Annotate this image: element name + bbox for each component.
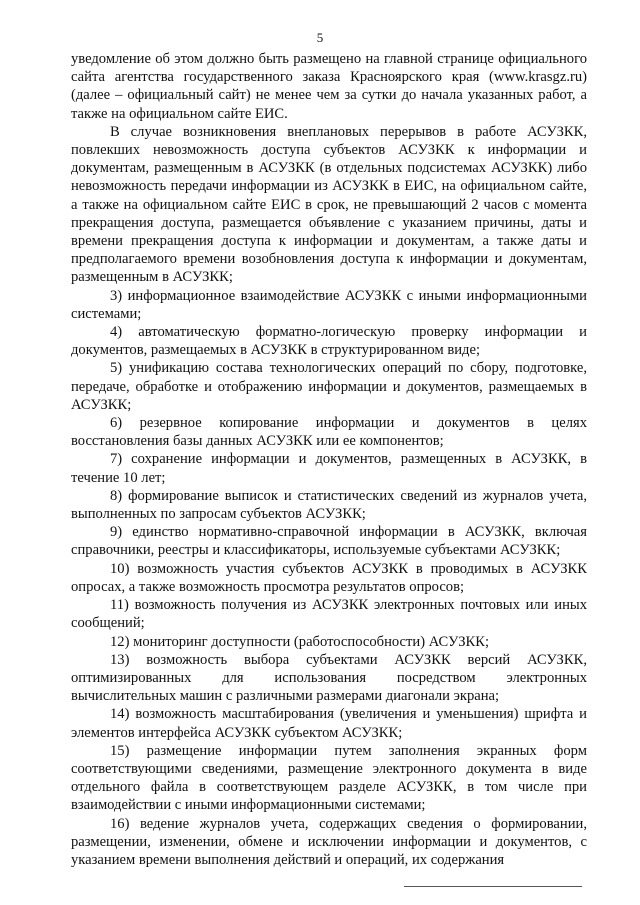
list-item-14: 14) возможность масштабирования (увеличения и уменьшения) шрифта и элементов интерфейса АСУЗКК субъектом АСУЗКК;	[71, 706, 587, 741]
list-item-7: 7) сохранение информации и документов, размещенных в АСУЗКК, в течение 10 лет;	[71, 451, 587, 486]
list-item-16: 16) ведение журналов учета, содержащих сведения о формировании, размещении, изменении, обмене и исключении информации и документов, с указанием времени выполнения действий и операций, их содержания	[71, 815, 587, 868]
paragraph-continuation: уведомление об этом должно быть размещено на главной странице официального сайта агентства государственного заказа Красноярского края (www.krasgz.ru) (далее – официальный сайт) не менее чем за сутки до начала указанных работ, а также на официальном сайте ЕИС.	[71, 51, 587, 122]
paragraph-outage: В случае возникновения внеплановых перерывов в работе АСУЗКК, повлекших невозможность доступа субъектов АСУЗКК к информации и документам, размещенным в АСУЗКК (в отдельных подсистемах АСУЗКК) либо невозможность передачи информации из АСУЗКК в ЕИС, на официальном сайте, а также на официальном сайте ЕИС в срок, не превышающий 2 часов с момента прекращения доступа, размещается объявление с указанием причины, даты и времени прекращения доступа к информации и документам, а также даты и предполагаемого времени возобновления доступа к информации и документам, размещенным в АСУЗКК;	[71, 123, 587, 286]
list-item-3: 3) информационное взаимодействие АСУЗКК с иными информационными системами;	[71, 287, 587, 322]
list-item-9: 9) единство нормативно-справочной информации в АСУЗКК, включая справочники, реестры и классификаторы, используемые субъектами АСУЗКК;	[71, 524, 587, 559]
list-item-10: 10) возможность участия субъектов АСУЗКК в проводимых в АСУЗКК опросах, а также возможность просмотра результатов опросов;	[71, 560, 587, 595]
footer-divider	[404, 886, 582, 887]
list-item-12: 12) мониторинг доступности (работоспособности) АСУЗКК;	[110, 633, 490, 650]
page-number: 5	[316, 30, 324, 45]
list-item-5: 5) унификацию состава технологических операций по сбору, подготовке, передаче, обработке и отображению информации и документов, размещаемых в АСУЗКК;	[71, 360, 587, 413]
list-item-15: 15) размещение информации путем заполнения экранных форм соответствующими сведениями, размещение электронного документа в виде отдельного файла в соответствующем разделе АСУЗКК, в том числе при взаимодействии с иными информационными системами;	[71, 742, 587, 814]
list-item-11: 11) возможность получения из АСУЗКК электронных почтовых или иных сообщений;	[71, 597, 587, 632]
document-body	[71, 50, 587, 869]
list-item-8: 8) формирование выписок и статистических сведений из журналов учета, выполненных по запросам субъектов АСУЗКК;	[71, 487, 587, 523]
list-item-13: 13) возможность выбора субъектами АСУЗКК версий АСУЗКК, оптимизированных для использования посредством электронных вычислительных машин с различными размерами диагонали экрана;	[71, 651, 587, 705]
list-item-4: 4) автоматическую форматно-логическую проверку информации и документов, размещаемых в АСУЗКК в структурированном виде;	[71, 324, 587, 359]
list-item-6: 6) резервное копирование информации и документов в целях восстановления базы данных АСУЗКК или ее компонентов;	[71, 415, 587, 450]
